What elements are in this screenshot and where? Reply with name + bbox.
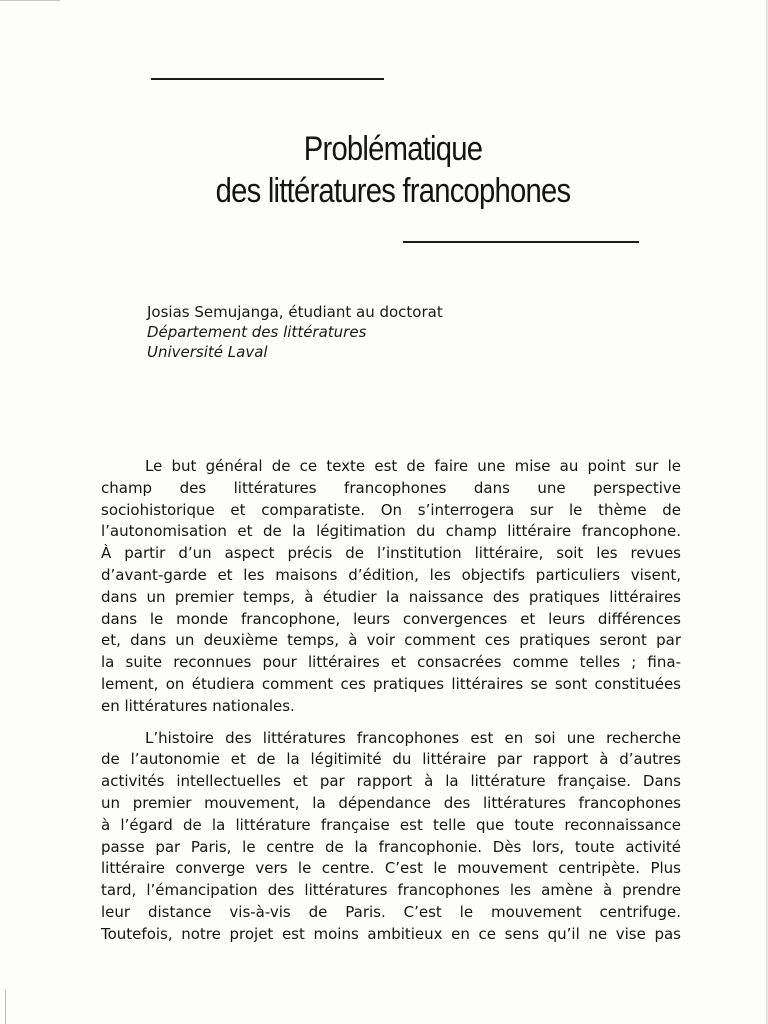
title-rule-top [151,78,384,80]
article-title [141,128,645,212]
text-line: activités intellectuelles et par rapport à la littérature française. Dans [101,772,681,791]
text-line: Le but général de ce texte est de faire une mise au point sur le [145,457,681,475]
text-line: champ des littératures francophones dans une perspective [101,478,681,497]
title-line-1: Problématique [303,130,483,168]
text-line: dans un premier temps, à étudier la naissance des pratiques littéraires [101,587,681,606]
text-line: littéraire converge vers le centre. C’est le mouvement centripète. Plus [101,859,681,878]
text-line: leur distance vis-à-vis de Paris. C’est le mouvement centrifuge. [101,902,681,921]
text-line: lement, on étudiera comment ces pratiques littéraires se sont constituées [101,674,681,693]
scan-edge-top [0,0,60,1]
text-line: la suite reconnues pour littéraires et consacrées comme telles ; fina- [101,653,681,672]
article-body [101,456,681,956]
text-line: en littératures nationales. [101,696,295,715]
author-department: Département des littératures [147,323,367,341]
scan-edge-left [5,990,6,1024]
author-block [147,302,443,362]
text-line: tard, l’émancipation des littératures francophones les amène à prendre [101,881,681,900]
author-university: Université Laval [147,343,268,361]
text-line: L’histoire des littératures francophones est en soi une recherche [145,728,681,747]
text-line: Toutefois, notre projet est moins ambitieux en ce sens qu’il ne vise pas [101,924,681,943]
title-line-2: des littératures francophones [215,172,571,210]
text-line: de l’autonomie et de la légitimité du littéraire par rapport à d’autres [101,750,681,769]
text-line: dans le monde francophone, leurs convergences et leurs différences [101,609,681,628]
text-line: et, dans un deuxième temps, à voir comment ces pratiques seront par [101,631,681,650]
text-line: l’autonomisation et de la légitimation du champ littéraire francophone. [101,522,681,541]
text-line: à l’égard de la littérature française est telle que toute reconnaissance [101,815,681,834]
paragraph-2 [101,728,681,946]
text-line: À partir d’un aspect précis de l’institution littéraire, soit les revues [101,544,681,563]
text-line: d’avant-garde et les maisons d’édition, les objectifs particuliers visent, [101,565,681,584]
paragraph-1 [101,456,681,718]
text-line: un premier mouvement, la dépendance des littératures francophones [101,793,681,812]
text-line: passe par Paris, le centre de la francophonie. Dès lors, toute activité [101,837,681,856]
title-rule-bottom [403,241,639,243]
text-line: sociohistorique et comparatiste. On s’interrogera sur le thème de [101,500,681,519]
author-name: Josias Semujanga, étudiant au doctorat [147,303,443,321]
